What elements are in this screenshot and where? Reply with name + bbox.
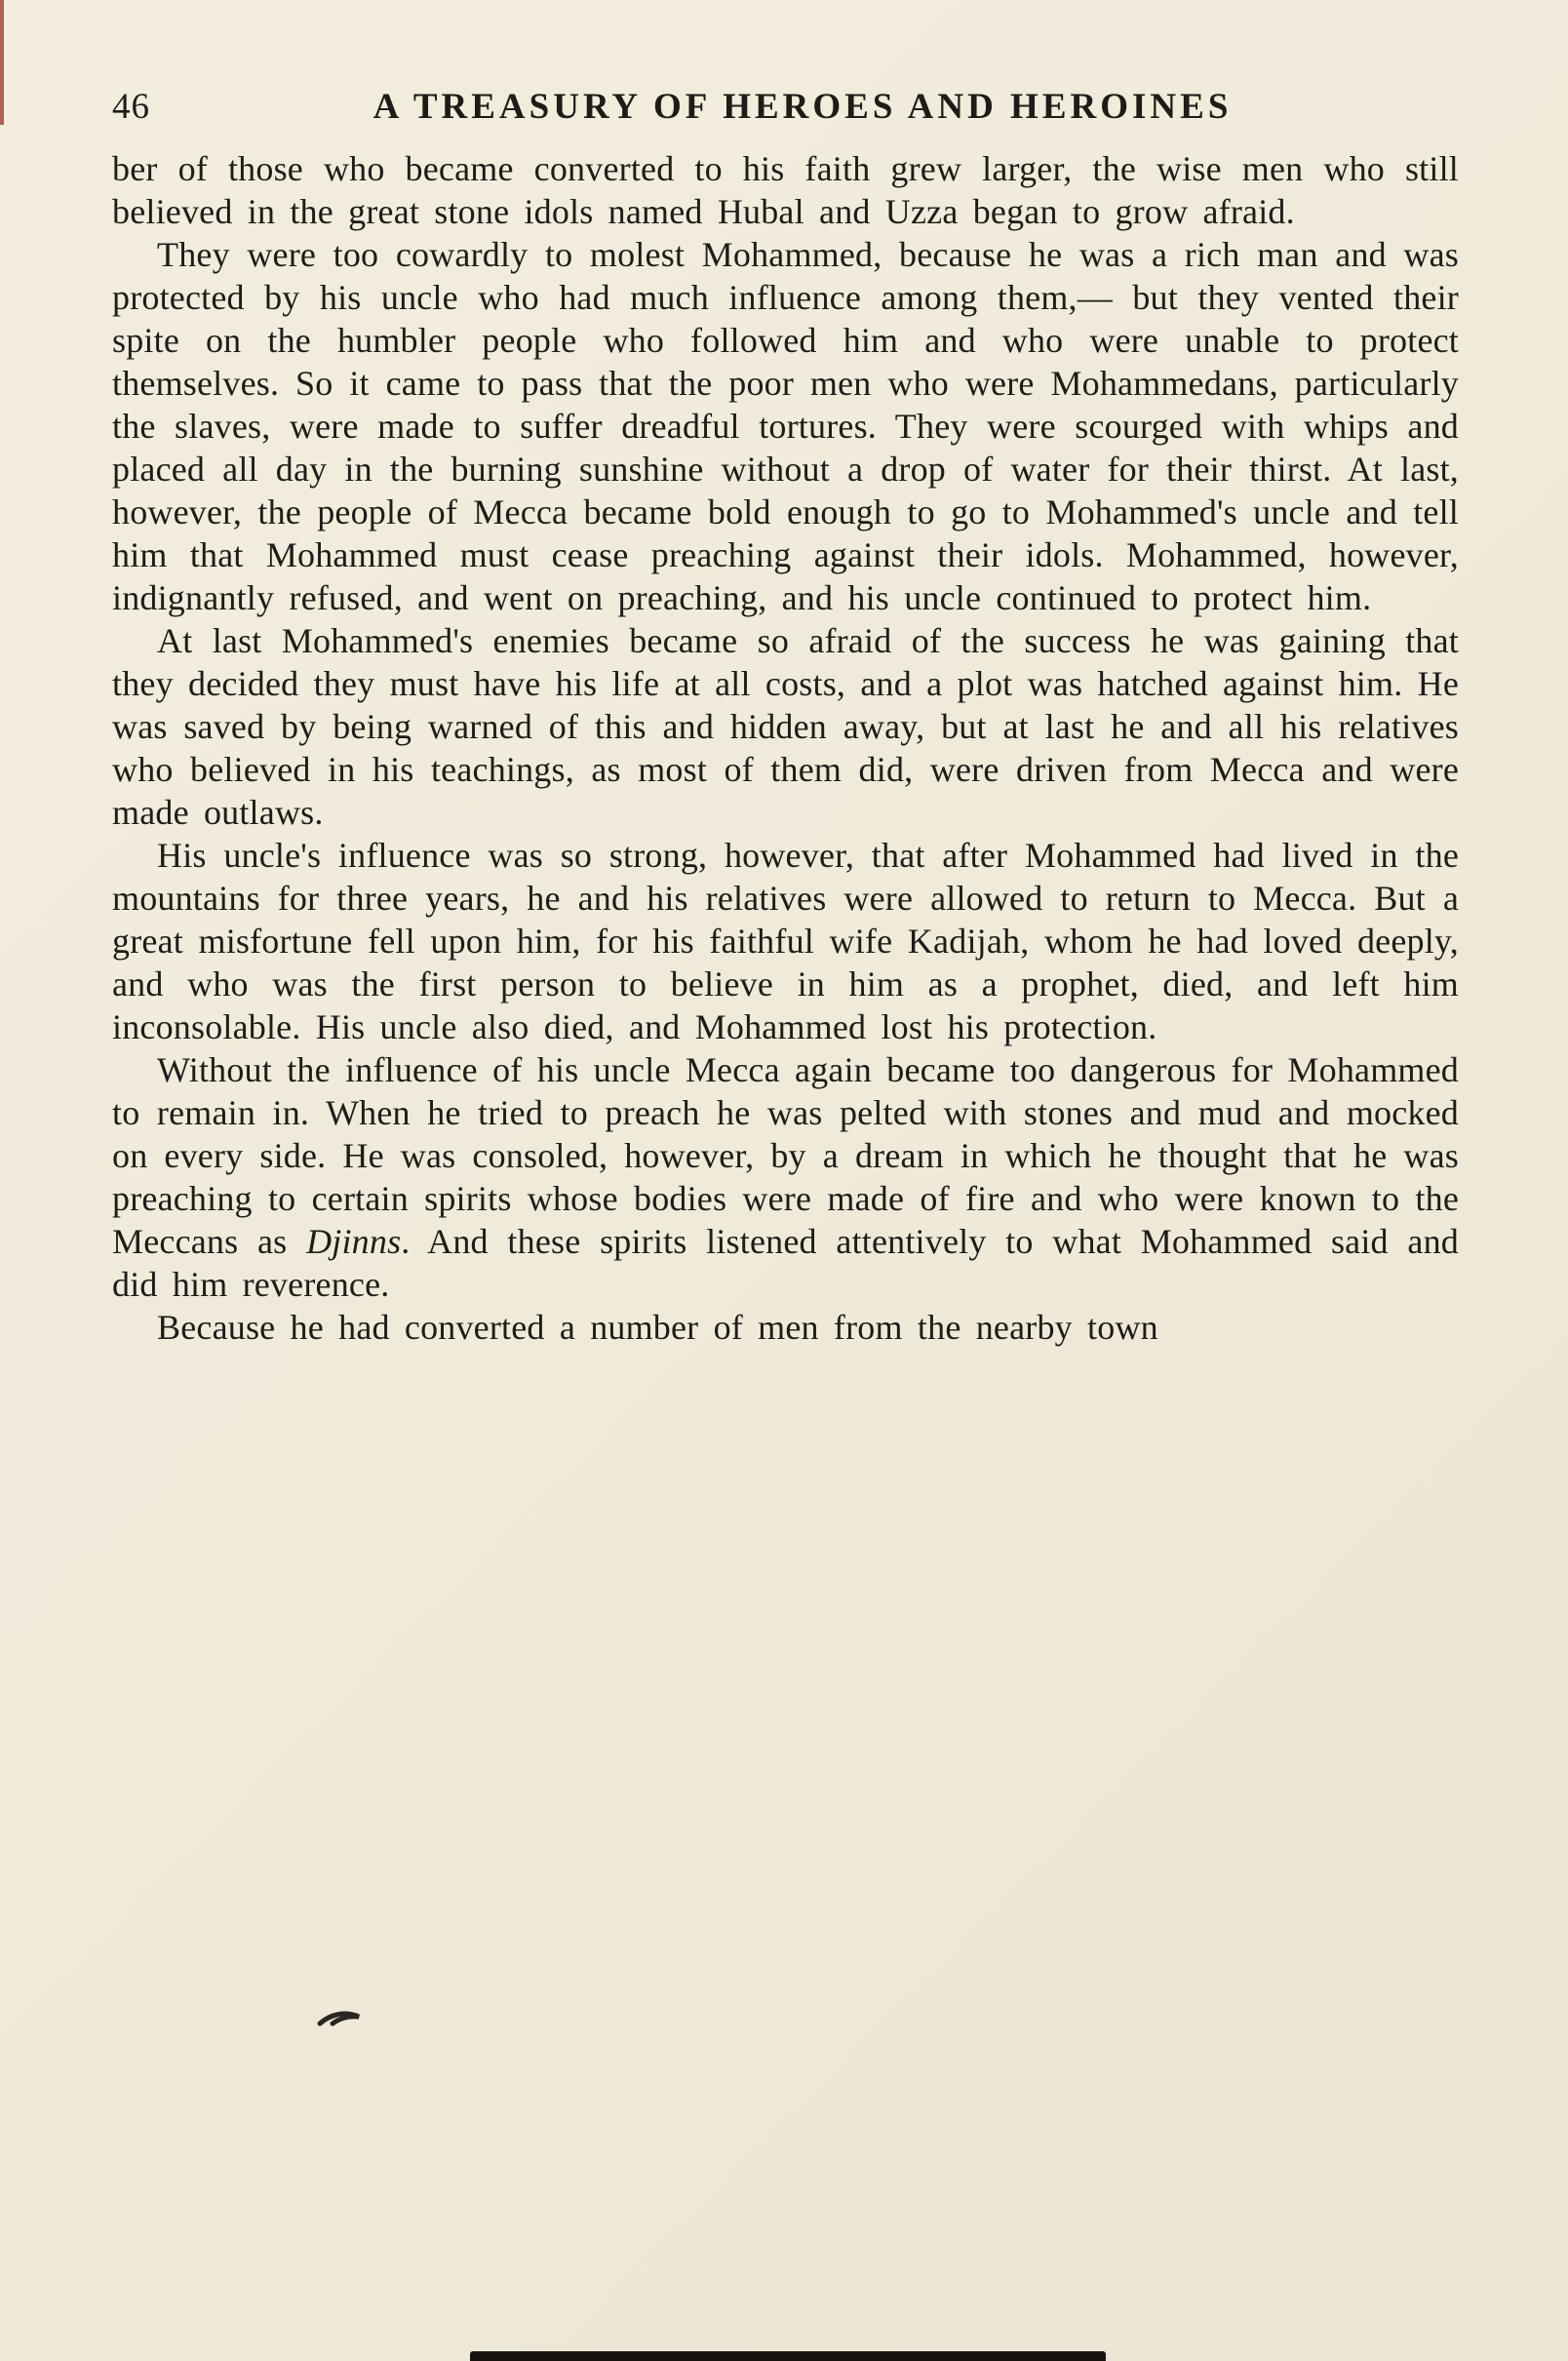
paragraph [112, 834, 1459, 1048]
paragraph [112, 233, 1459, 619]
body-text: At last Mohammed's enemies became so afraid of the success he was gaining that they decided they must have his life at all costs, and a plot was hatched against him. He was saved by being warned of this and hidden away, but at last he and all his relatives who believed in his teachings, as most of them did, were driven from Mecca and were made outlaws. [112, 621, 1459, 832]
page-number: 46 [112, 87, 150, 127]
scan-artifact-left [0, 0, 4, 125]
paragraph [112, 1048, 1459, 1306]
body-text: His uncle's influence was so strong, however, that after Mohammed had lived in the mountains for three years, he and his relatives were allowed to return to Mecca. But a great misfortune fell upon him, for his faithful wife Kadijah, whom he had loved deeply, and who was the first person to believe in him as a prophet, died, and left him inconsolable. His uncle also died, and Mohammed lost his protection. [112, 836, 1459, 1046]
page-content [112, 86, 1459, 1349]
paragraph [112, 619, 1459, 834]
pen-mark-icon [317, 2007, 362, 2032]
scan-artifact-bottom [470, 2351, 1106, 2361]
paragraph [112, 147, 1459, 233]
body-text: They were too cowardly to molest Mohammed, because he was a rich man and was protected by his uncle who had much influence among them,— but they vented their spite on the humbler people who followed him and who were unable to protect themselves. So it came to pass that the poor men who were Mohammedans, particularly the slaves, were made to suffer dreadful tortures. They were scourged with whips and placed all day in the burning sunshine without a drop of water for their thirst. At last, however, the people of Mecca became bold enough to go to Mohammed's uncle and tell him that Mohammed must cease preaching against their idols. Mohammed, however, indignantly refused, and went on preaching, and his uncle continued to protect him. [112, 235, 1459, 617]
italic-text: Djinns [306, 1222, 402, 1261]
body-text: . And these spirits listened attentively to what Mohammed said and did him reverence. [112, 1222, 1459, 1304]
body-text: Because he had converted a number of men from the nearby town [157, 1308, 1158, 1347]
paragraph [112, 1306, 1459, 1349]
body-text: ber of those who became converted to his faith grew larger, the wise men who still believed in the great stone idols named Hubal and Uzza began to grow afraid. [112, 149, 1459, 231]
body-text: Without the influence of his uncle Mecca again became too dangerous for Mohammed to remain in. When he tried to preach he was pelted with stones and mud and mocked on every side. He was consoled, however, by a dream in which he thought that he was preaching to certain spirits whose bodies were made of fire and who were known to the Meccans as [112, 1050, 1459, 1261]
page-body [112, 147, 1459, 1349]
page-header [112, 86, 1459, 128]
running-title: A TREASURY OF HEROES AND HEROINES [372, 87, 1233, 127]
